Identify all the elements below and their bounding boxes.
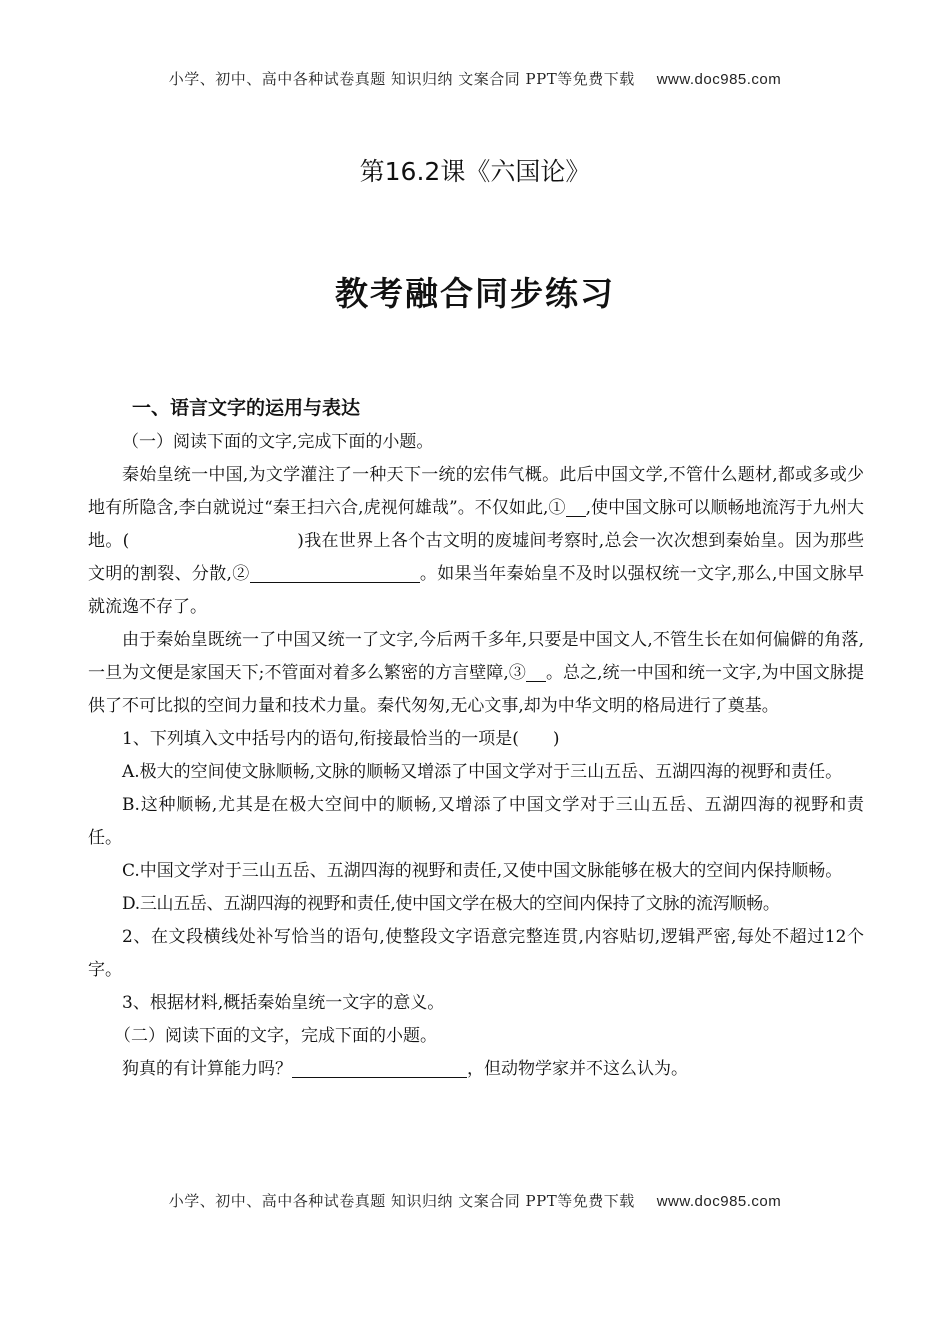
passage-paragraph-1 — [88, 459, 864, 624]
question-1-option-c: C.中国文学对于三山五岳、五湖四海的视野和责任,又使中国文脉能够在极大的空间内保持顺畅。 — [122, 861, 843, 881]
header-text: 小学、初中、高中各种试卷真题 知识归纳 文案合同 PPT等免费下载 — [168, 70, 635, 88]
header-site-link[interactable]: www.doc985.com — [656, 71, 782, 88]
lesson-title: 第16.2课《六国论》 — [359, 157, 591, 186]
section-heading: 一、语言文字的运用与表达 — [132, 397, 361, 419]
exercise-subtitle: 教考融合同步练习 — [335, 274, 615, 313]
answer-blank-2[interactable] — [250, 562, 420, 583]
answer-blank-3[interactable] — [526, 661, 546, 682]
passage-text: 。总之,统一中国和统一文字,为中国文脉提供了不可比拟的空间力量和技术力量。秦代匆匆,无心文事,却为中华文明的格局进行了奠基。 — [88, 663, 864, 716]
passage-paragraph-2 — [88, 624, 864, 723]
page-footer — [0, 1190, 950, 1211]
answer-blank-4[interactable] — [292, 1057, 467, 1078]
part2-line — [88, 1053, 864, 1086]
question-1-option-a: A.极大的空间使文脉顺畅,文脉的顺畅又增添了中国文学对于三山五岳、五湖四海的视野和责任。 — [122, 762, 843, 782]
part2-intro: （二）阅读下面的文字，完成下面的小题。 — [114, 1026, 437, 1046]
footer-site-link[interactable]: www.doc985.com — [656, 1193, 782, 1210]
passage-text: 狗真的有计算能力吗？ — [122, 1059, 292, 1079]
passage-text: ,使中国文脉可以顺畅地流泻于九州大地。( — [88, 498, 865, 551]
passage-text: ，但动物学家并不这么认为。 — [467, 1059, 688, 1079]
question-2: 2、在文段横线处补写恰当的语句,使整段文字语意完整连贯,内容贴切,逻辑严密,每处不超过12个字。 — [88, 927, 864, 980]
question-1-option-b: B.这种顺畅,尤其是在极大空间中的顺畅,又增添了中国文学对于三山五岳、五湖四海的视野和责任。 — [88, 795, 864, 848]
question-1: 1、下列填入文中括号内的语句,衔接最恰当的一项是( ) — [122, 729, 560, 749]
part1-intro: （一）阅读下面的文字,完成下面的小题。 — [122, 432, 434, 452]
exercise-content — [88, 390, 864, 1086]
passage-text: 。如果当年秦始皇不及时以强权统一文字,那么,中国文脉早就流逸不存了。 — [88, 564, 864, 617]
passage-text: )我在世界上各个古文明的废墟间考察时,总会一次次想到秦始皇。因为那些文明的割裂、分散,② — [88, 531, 864, 584]
page-header — [0, 68, 950, 89]
question-3: 3、根据材料,概括秦始皇统一文字的意义。 — [122, 993, 445, 1013]
footer-text: 小学、初中、高中各种试卷真题 知识归纳 文案合同 PPT等免费下载 — [168, 1192, 635, 1210]
answer-blank-1[interactable] — [566, 496, 586, 517]
question-1-option-d: D.三山五岳、五湖四海的视野和责任,使中国文学在极大的空间内保持了文脉的流泻顺畅。 — [122, 894, 780, 914]
passage-text: 由于秦始皇既统一了中国又统一了文字,今后两千多年,只要是中国文人,不管生长在如何偏僻的角落,一旦为文便是家国天下;不管面对着多么繁密的方言壁障,③ — [88, 630, 864, 683]
passage-text: 秦始皇统一中国,为文学灌注了一种天下一统的宏伟气概。此后中国文学,不管什么题材,都或多或少地有所隐含,李白就说过“秦王扫六合,虎视何雄哉”。不仅如此,① — [88, 465, 864, 518]
